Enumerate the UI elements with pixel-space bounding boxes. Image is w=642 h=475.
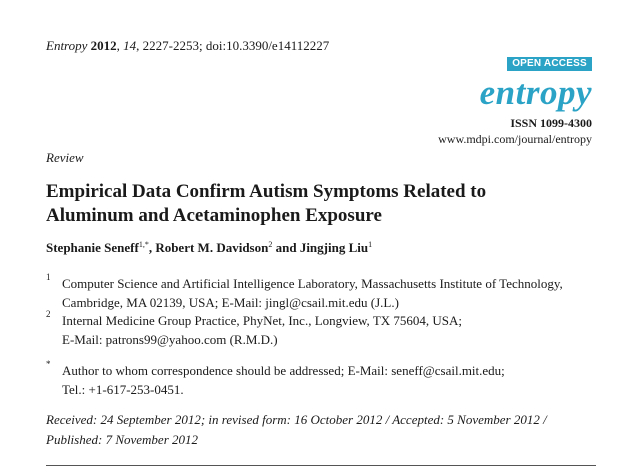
open-access-badge: OPEN ACCESS	[507, 57, 592, 71]
author-list: Stephanie Seneff$^{1,*}$, Robert M. Davidson$^2$ and Jingjing Liu$^1$	[46, 240, 373, 255]
citation-year: 2012	[90, 38, 117, 53]
citation-pages-doi: , 2227-2253; doi:10.3390/e14112227	[136, 38, 330, 53]
title-line-1: Empirical Data Confirm Autism Symptoms Related to	[46, 181, 487, 202]
affiliation	[62, 274, 563, 312]
affiliation-line: Cambridge, MA 02139, USA; E-Mail: jingl@csail.mit.edu (J.L.)	[62, 295, 399, 310]
affiliation-marker: 2	[46, 309, 51, 319]
author-name: Robert M. Davidson	[155, 240, 269, 255]
dates-line-1: Received: 24 September 2012; in revised form: 16 October 2012 / Accepted: 5 November 2012 /	[46, 412, 547, 427]
correspondence-line: Author to whom correspondence should be addressed; E-Mail: seneff@csail.mit.edu;	[62, 363, 505, 378]
author-affiliation-marker: 1	[368, 240, 373, 249]
author-name: Jingjing Liu	[299, 240, 369, 255]
author-affiliation-marker: 2	[268, 240, 273, 249]
journal-logo: entropy	[479, 73, 592, 112]
citation-line: Entropy 2012, 14, 2227-2253; doi:10.3390/e14112227	[46, 38, 330, 53]
affiliation-line: E-Mail: patrons99@yahoo.com (R.M.D.)	[62, 332, 278, 347]
corresponding-author-marker: *	[144, 240, 149, 249]
correspondence-note	[62, 361, 505, 399]
citation-journal: Entropy	[46, 38, 88, 53]
citation-volume: 14	[123, 38, 137, 53]
affiliation-line: Internal Medicine Group Practice, PhyNet, Inc., Longview, TX 75604, USA;	[62, 313, 463, 328]
title-line-2: Aluminum and Acetaminophen Exposure	[46, 205, 382, 226]
issn: ISSN 1099-4300	[510, 116, 592, 130]
article-type: Review	[46, 150, 84, 165]
correspondence-marker: *	[46, 359, 51, 369]
section-divider	[46, 465, 596, 466]
dates-line-2: Published: 7 November 2012	[46, 432, 199, 447]
author-affiliation-marker: 1,	[138, 240, 145, 249]
author-name: Stephanie Seneff	[46, 240, 139, 255]
publication-dates	[46, 410, 606, 450]
journal-url[interactable]: www.mdpi.com/journal/entropy	[438, 132, 592, 146]
article-title	[46, 180, 606, 228]
correspondence-line: Tel.: +1-617-253-0451.	[62, 382, 184, 397]
affiliation	[62, 311, 462, 349]
affiliation-line: Computer Science and Artificial Intelligence Laboratory, Massachusetts Institute of Technology,	[62, 276, 563, 291]
affiliation-marker: 1	[46, 272, 51, 282]
